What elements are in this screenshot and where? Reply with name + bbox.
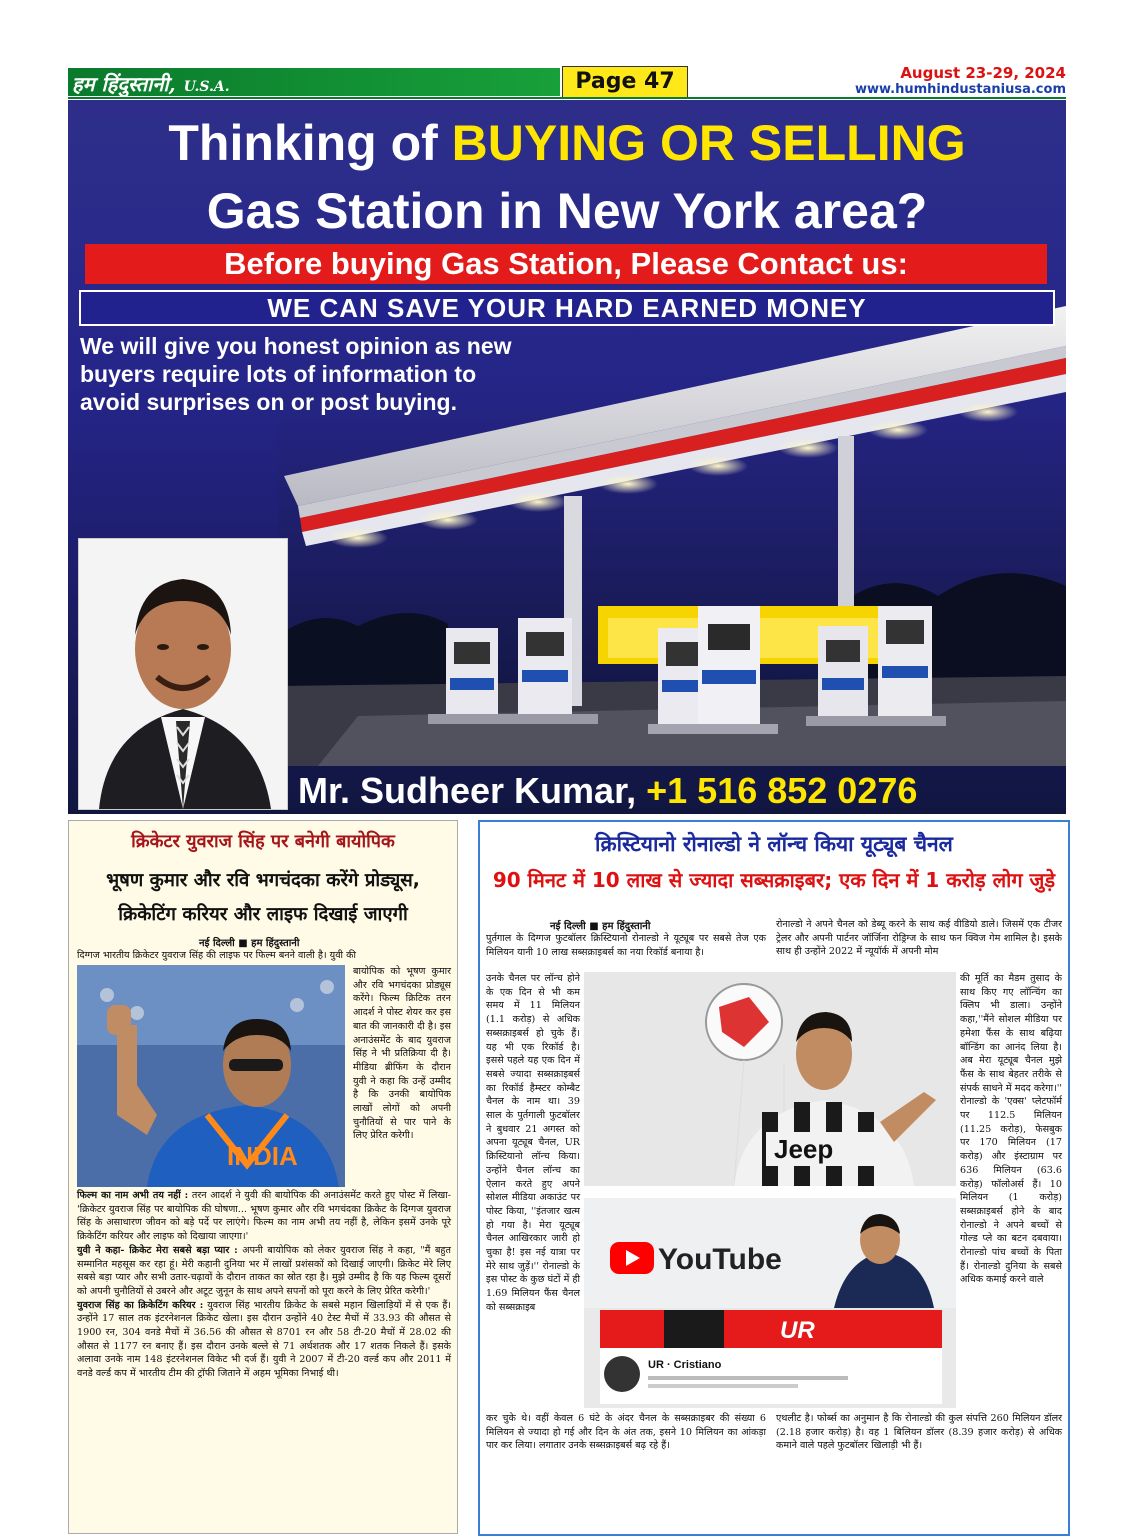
portrait-illustration xyxy=(79,539,287,809)
gas-station-advertisement xyxy=(68,100,1066,814)
ad-body-line: We will give you honest opinion as new xyxy=(80,333,512,359)
paragraph: युवराज सिंह भारतीय क्रिकेट के सबसे महान खिलाड़ियों में से एक हैं। उन्होंने 17 साल तक इंटरनेशनल क्रिकेट खेला। इस दौरान उन्होंने 40 टेस्ट मैचों में 33.93 की औसत से 1900 रन, 304 वनडे मैचों में 36.56 की औसत से 8701 रन और 58 टी-20 मैचों में 28.02 की औसत से 1177 रन बनाए हैं। इस दौरान उनके बल्ले से 71 अर्धशतक और 17 शतक निकले हैं। इसके अलावा उनके नाम 148 इंटरनेशनल विकेट भी दर्ज हैं। युवी ने 2007 में टी-20 वर्ल्ड कप और 2011 में वनडे वर्ल्ड कप में भारतीय टीम की ट्रॉफी जिताने में अहम भूमिका निभाई थी। xyxy=(77,1299,451,1380)
header-divider xyxy=(68,97,1066,99)
save-money-banner: WE CAN SAVE YOUR HARD EARNED MONEY xyxy=(79,290,1055,326)
website-link[interactable]: www.humhindustaniusa.com xyxy=(854,82,1066,97)
channel-name: UR · Cristiano xyxy=(648,1359,722,1371)
article-kicker: क्रिस्टियानो रोनाल्डो ने लॉन्च किया यूट्यूब चैनल xyxy=(595,832,953,856)
column-2-top: रोनाल्डो ने अपने चैनल को डेब्यू करने के साथ कई वीडियो डाले। जिसमें एक टीजर ट्रेलर और अपनी पार्टनर जॉर्जिना रोड्रिग्ज के साथ फन क्विज गेम शामिल है। इसके साथ ही उन्होंने 2022 में न्यूयॉर्क में अपनी मोम xyxy=(776,919,1062,958)
masthead-title: हम हिंदुस्तानी, xyxy=(72,72,176,96)
dateline: नई दिल्ली ■ हम हिंदुस्तानी xyxy=(199,938,300,949)
issue-date: August 23-29, 2024 xyxy=(900,64,1066,82)
jersey-india-text: INDIA xyxy=(227,1141,298,1171)
article-headline: 90 मिनट में 10 लाख से ज्यादा सब्सक्राइबर; एक दिन में 1 करोड़ लोग जुड़े xyxy=(492,868,1056,892)
dateline: नई दिल्ली ■ हम हिंदुस्तानी xyxy=(550,921,651,932)
yuvraj-photo xyxy=(77,965,345,1187)
column-1-intro: पुर्तगाल के दिग्गज फुटबॉलर क्रिस्टियानो रोनाल्डो ने यूट्यूब पर सबसे तेज एक मिलियन यानी 10 लाख सब्सक्राइबर्स का नया रिकॉर्ड बनाया है। xyxy=(486,933,766,958)
ad-headline-pre: Thinking of xyxy=(168,115,452,171)
yuvraj-biopic-article xyxy=(68,820,458,1534)
article-body xyxy=(77,1189,451,1381)
ad-body-line: buyers require lots of information to xyxy=(80,361,477,387)
masthead-country: U.S.A. xyxy=(183,79,230,95)
channel-banner-text: UR xyxy=(780,1317,815,1344)
ad-headline-line-1 xyxy=(68,114,1066,172)
paragraph: अपनी बायोपिक को लेकर युवराज सिंह ने कहा, "मैं बहुत सम्मानित महसूस कर रहा हूं। मेरी कहानी दुनिया भर में लाखों प्रशंसकों को दिखाई जाएगी। क्रिकेट मेरे लिए सबसे बड़ा प्यार और सभी उतार-चढ़ावों के दौरान ताकत का स्रोत रहा है। मुझे उम्मीद है कि यह फिल्म दूसरों को अपनी चुनौतियों से उबरने और अटूट जुनून के साथ अपने सपनों को पूरा करने के लिए प्रेरित करेगी।' xyxy=(77,1244,451,1297)
ronaldo-youtube-article xyxy=(478,820,1070,1536)
contact-name: Mr. Sudheer Kumar, xyxy=(298,770,637,811)
subhead: फिल्म का नाम अभी तय नहीं : xyxy=(77,1190,189,1201)
article-side-text: बायोपिक को भूषण कुमार और रवि भगचंदका प्रोड्यूस करेंगे। फिल्म क्रिटिक तरन आदर्श ने पोस्ट शेयर कर इस बात की जानकारी दी है। इस अनाउंसमेंट के बाद युवराज सिंह ने भी प्रतिक्रिया दी है। मीडिया ब्रीफिंग के दौरान युवी ने कहा कि उन्हें उम्मीद है कि उनकी बायोपिक लाखों लोगों को अपनी चुनौतियों से पार पाने के लिए प्रेरित करेगी। xyxy=(353,966,451,1142)
contact-line xyxy=(298,770,1058,812)
jersey-jeep-text: Jeep xyxy=(774,1134,834,1164)
red-banner-text: Before buying Gas Station, Please Contact us: xyxy=(224,246,908,281)
youtube-channel-photo xyxy=(584,1198,956,1408)
paragraph: तरन आदर्श ने युवी की बायोपिक की अनाउंसमेंट करते हुए पोस्ट में लिखा- 'क्रिकेटर युवराज सिंह पर बायोपिक की घोषणा... भूषण कुमार और रवि भगचंदका क्रिकेट के दिग्गज युवराज सिंह के असाधारण जीवन को बड़े पर्दे पर लाएंगे। फिल्म का नाम अभी तय नहीं है, लेकिन इसमें उनके पूरे क्रिकेटिंग करियर और लाइफ को दिखाया जाएगा।' xyxy=(77,1190,451,1243)
ad-headline-highlight: BUYING OR SELLING xyxy=(451,115,966,171)
article-intro: दिग्गज भारतीय क्रिकेटर युवराज सिंह की लाइफ पर फिल्म बनने वाली है। युवी की xyxy=(77,950,356,961)
ad-body-text xyxy=(80,332,600,416)
ronaldo-illustration xyxy=(584,972,956,1186)
masthead xyxy=(72,70,230,97)
column-1-narrow: उनके चैनल पर लॉन्च होने के एक दिन से भी कम समय में 11 मिलियन (1.1 करोड़) से अधिक सब्सक्राइबर्स हो चुके हैं। यह भी एक रिकॉर्ड है। इससे पहले यह एक दिन में सबसे ज्यादा सब्सक्राइबर्स का रिकॉर्ड हैम्स्टर कोम्बैट चैनल के नाम था। 39 साल के पुर्तगाली फुटबॉलर ने बुधवार 21 अगस्त को अपना यूट्यूब चैनल, UR क्रिस्टियानो लॉन्च किया। उन्होंने चैनल लॉन्च का ऐलान करते हुए अपने सोशल मीडिया अकाउंट पर पोस्ट किया, ''इंतजार खत्म हो गया है। मेरा यूट्यूब चैनल आखिरकार जारी हो चुका है! इस नई यात्रा पर मेरे साथ जुड़ें।'' रोनाल्डो के इस पोस्ट के कुछ घंटों में ही 1.69 मिलियन फैंस चैनल को सब्सक्राइब xyxy=(486,973,580,1313)
article-headline: क्रिकेटिंग करियर और लाइफ दिखाई जाएगी xyxy=(118,904,408,925)
column-1-bottom: कर चुके थे। वहीं केवल 6 घंटे के अंदर चैनल के सब्सक्राइबर की संख्या 6 मिलियन से ज्यादा हो गई और दिन के अंत तक, इसने 10 मिलियन का आंकड़ा पार कर लिया। लगातार उनके सब्सक्राइबर्स बढ़ रहे हैं। xyxy=(486,1413,766,1452)
article-headline: भूषण कुमार और रवि भगचंदका करेंगे प्रोड्यूस, xyxy=(106,870,420,891)
column-2-narrow: की मूर्ति का मैडम तुसाद के साथ किए गए लॉन्चिंग का क्लिप भी डाला। उन्होंने कहा,''मैंने सोशल मीडिया पर हमेशा फैंस के साथ बढ़िया बॉन्डिंग का आनंद लिया है। अब मेरा यूट्यूब चैनल मुझे फैंस के साथ बेहतर तरीके से संपर्क साधने में मदद करेगा।'' रोनाल्डो के 'एक्स' प्लेटफॉर्म पर 112.5 मिलियन (11.25 करोड़), फेसबुक पर 170 मिलियन (17 करोड़) और इंस्टाग्राम पर 636 मिलियन (63.6 करोड़) फॉलोअर्स हैं। 10 मिलियन (1 करोड़) सब्सक्राइबर्स होने के बाद रोनाल्डो ने अपने बच्चों से गोल्ड प्ले का बटन दबवाया। रोनाल्डो पांच बच्चों के पिता हैं। रोनाल्डो दुनिया के सबसे अधिक कमाई करने वाले xyxy=(960,973,1062,1286)
youtube-logo-text: YouTube xyxy=(658,1243,782,1276)
advertiser-portrait xyxy=(78,538,288,810)
subhead: युवराज सिंह का क्रिकेटिंग करियर : xyxy=(77,1299,204,1311)
yuvraj-illustration xyxy=(77,965,345,1187)
youtube-illustration xyxy=(584,1198,956,1408)
ronaldo-photo xyxy=(584,972,956,1186)
article-kicker: क्रिकेटर युवराज सिंह पर बनेगी बायोपिक xyxy=(131,831,395,852)
ad-body-line: avoid surprises on or post buying. xyxy=(80,389,457,415)
contact-phone[interactable]: +1 516 852 0276 xyxy=(646,770,918,811)
subhead: युवी ने कहा- क्रिकेट मेरा सबसे बड़ा प्यार : xyxy=(77,1244,238,1256)
ad-headline-line-2: Gas Station in New York area? xyxy=(206,183,928,239)
page-number: Page 47 xyxy=(562,66,688,98)
column-2-bottom: एथलीट है। फोर्ब्स का अनुमान है कि रोनाल्डो की कुल संपत्ति 260 मिलियन डॉलर (2.18 हजार करोड़) है। वह 1 बिलियन डॉलर (8.39 हजार करोड़) से अधिक कमाने वाले पहले फुटबॉलर खिलाड़ी भी हैं। xyxy=(776,1413,1062,1452)
